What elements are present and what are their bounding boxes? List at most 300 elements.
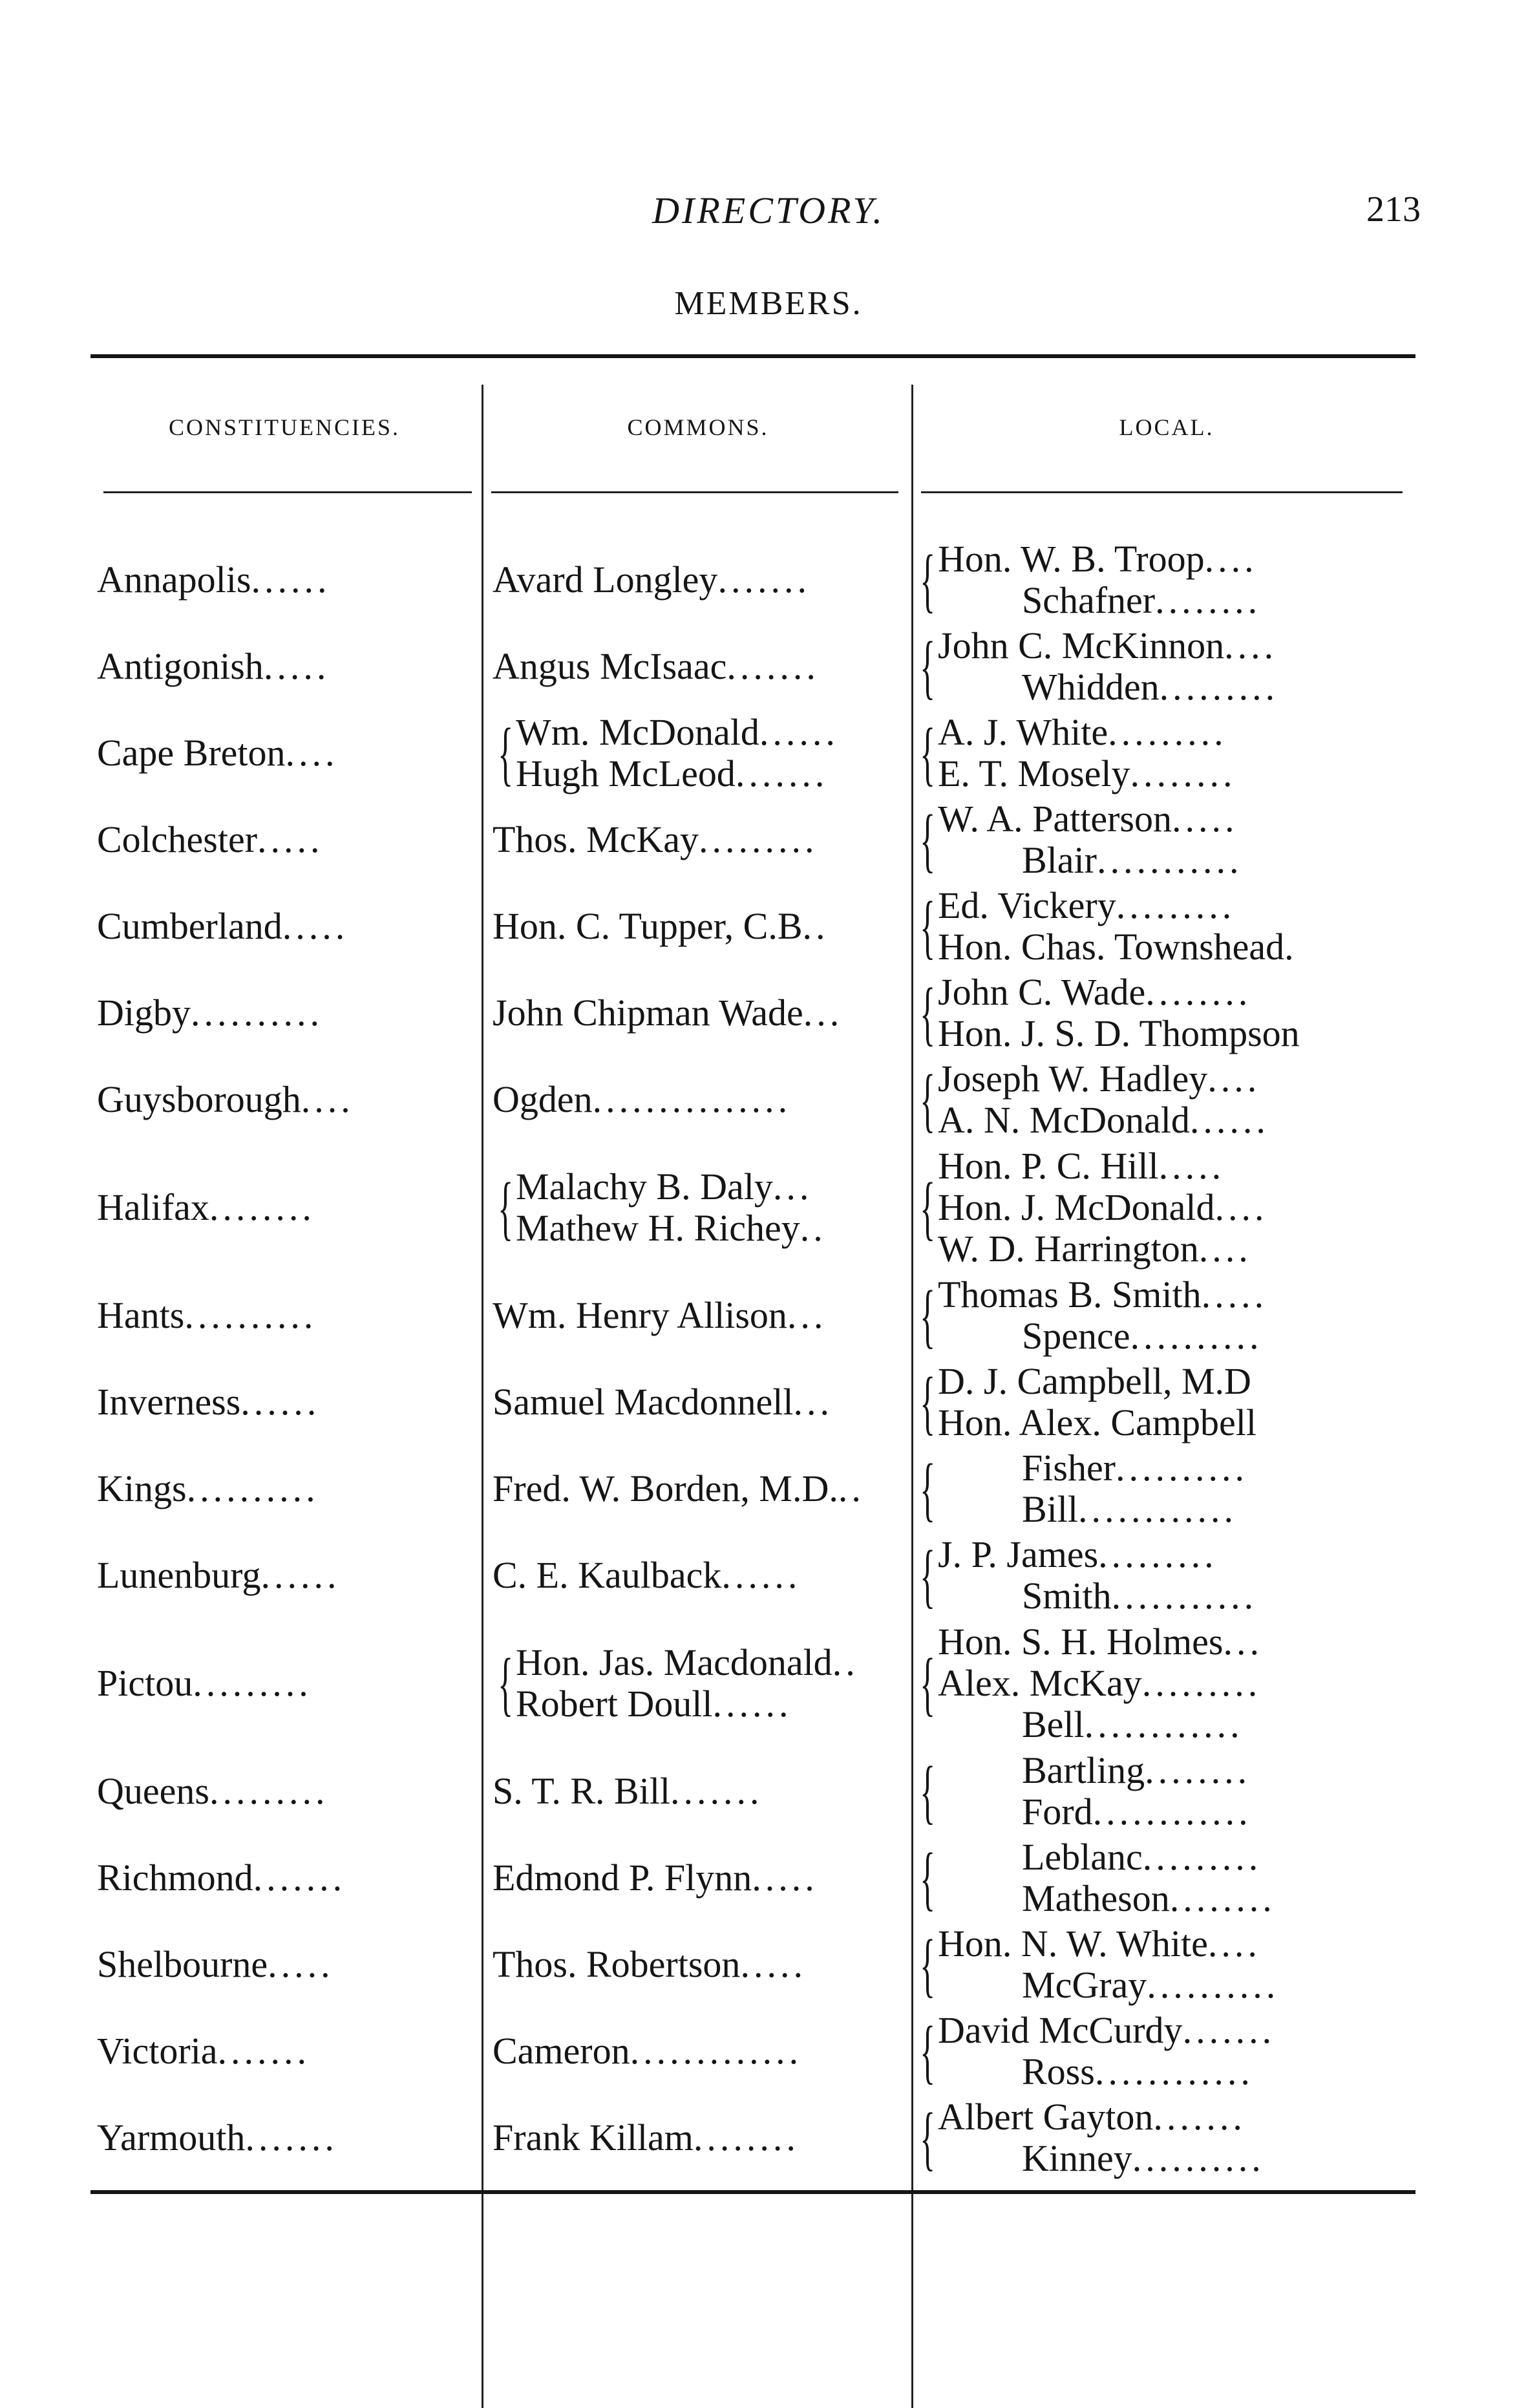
brace-glyph: { (920, 1060, 936, 1139)
local-member: W. A. Patterson (938, 798, 1172, 840)
brace-glyph: { (920, 540, 936, 619)
local-stack (938, 1145, 1268, 1270)
table-row (90, 1272, 1415, 1359)
commons-stack (516, 712, 839, 794)
local-member-line (938, 2010, 1275, 2051)
commons-member: Thos. McKay (493, 818, 699, 860)
local-member-line (938, 1145, 1268, 1187)
top-rule (90, 354, 1415, 358)
local-member: Blair (1022, 839, 1097, 881)
brace-glyph: { (498, 714, 514, 793)
leader-dots: .......... (1147, 1964, 1280, 2006)
local-member: Hon. N. W. White (938, 1923, 1208, 1965)
commons-cell (478, 883, 902, 970)
local-member: Hon. Chas. Townshead. (938, 926, 1294, 968)
leader-dots: ... (1223, 1621, 1263, 1663)
commons-member-line (516, 1208, 827, 1249)
local-cell (902, 2008, 1415, 2094)
brace-glyph: { (498, 1168, 514, 1247)
leader-dots: ..... (740, 1943, 807, 1985)
local-cell (902, 1359, 1415, 1445)
local-cell (902, 537, 1415, 623)
commons-cell (478, 1143, 902, 1272)
leader-dots: .. (800, 1207, 827, 1249)
commons-cell (478, 710, 902, 796)
leader-dots: ....... (717, 559, 811, 601)
table-row (90, 970, 1415, 1056)
leader-dots: .......... (1130, 1315, 1263, 1357)
local-stack (938, 2096, 1265, 2179)
local-member-line (938, 1704, 1263, 1745)
commons-member: Hon. Jas. Macdonald (516, 1641, 832, 1683)
commons-cell (478, 1445, 902, 1532)
leader-dots: ........ (1155, 579, 1262, 621)
constituency-name: Pictou (97, 1662, 193, 1704)
commons-member-line (516, 1683, 859, 1725)
table-row (90, 1619, 1415, 1748)
local-member: Hon. Alex. Campbell (938, 1401, 1256, 1444)
local-member: John C. Wade (938, 971, 1146, 1013)
local-member-line (938, 1187, 1268, 1228)
constituency-name: Victoria (97, 2030, 218, 2072)
table-row (90, 623, 1415, 710)
leader-dots: ....... (253, 1857, 346, 1899)
commons-cell (478, 1921, 902, 2008)
commons-cell (478, 1272, 902, 1359)
leader-dots: .......... (184, 1294, 317, 1336)
constituency-name: Richmond (97, 1857, 253, 1899)
local-member: Bartling (1022, 1749, 1145, 1791)
local-member: Hon. P. C. Hill (938, 1145, 1159, 1187)
leader-dots: ............ (1084, 1703, 1244, 1745)
page-header (0, 0, 1537, 440)
local-member-line (938, 538, 1261, 580)
leader-dots: .......... (1132, 2137, 1265, 2179)
header-underline (491, 491, 898, 493)
leader-dots: ...... (240, 1381, 321, 1423)
commons-cell (478, 1056, 902, 1143)
leader-dots: ........ (1130, 752, 1236, 794)
brace-glyph: { (920, 1449, 936, 1528)
local-cell (902, 796, 1415, 883)
local-member-line (938, 580, 1261, 621)
commons-member: Fred. W. Borden, M.D. (493, 1467, 838, 1509)
brace-glyph: { (920, 2012, 936, 2091)
local-cell (902, 883, 1415, 970)
local-stack (938, 1923, 1279, 2006)
constituency-name: Cape Breton (97, 732, 286, 774)
constituency-name: Shelbourne (97, 1943, 268, 1985)
constituency-cell (90, 2008, 478, 2094)
brace-glyph: { (920, 974, 936, 1052)
leader-dots: .......... (191, 992, 323, 1034)
leader-dots: ....... (1182, 2009, 1276, 2051)
leader-dots: ......... (1159, 666, 1279, 708)
local-stack (938, 1837, 1276, 1919)
local-member-line (938, 1013, 1300, 1054)
leader-dots: ....... (217, 2030, 311, 2072)
local-member: D. J. Campbell, M.D (938, 1360, 1251, 1402)
leader-dots: .......... (186, 1467, 319, 1509)
commons-member: S. T. R. Bill (493, 1770, 671, 1812)
local-member: Alex. McKay (938, 1662, 1142, 1704)
constituency-cell (90, 970, 478, 1056)
local-member-line (938, 885, 1294, 926)
commons-stack (516, 1166, 827, 1249)
local-member-line (938, 1361, 1256, 1402)
local-member-line (938, 1316, 1267, 1357)
bottom-rule (90, 2190, 1415, 2194)
constituency-name: Lunenburg (97, 1554, 261, 1596)
commons-member: Wm. Henry Allison (493, 1294, 787, 1336)
column-header-local: LOCAL. (1119, 414, 1214, 440)
local-member: J. P. James (938, 1533, 1099, 1575)
commons-cell (478, 1359, 902, 1445)
local-member: Bell (1022, 1703, 1085, 1745)
brace-glyph: { (920, 1276, 936, 1355)
local-member-line (938, 1663, 1263, 1704)
leader-dots: ............... (592, 1078, 792, 1120)
constituency-cell (90, 623, 478, 710)
table-row (90, 1359, 1415, 1445)
local-member: Spence (1022, 1315, 1130, 1357)
leader-dots: ......... (1116, 884, 1236, 926)
local-member-line (938, 798, 1242, 840)
commons-cell (478, 1619, 902, 1748)
local-member: A. J. White (938, 711, 1108, 753)
leader-dots: ..... (1171, 798, 1238, 840)
local-stack (938, 1447, 1248, 1530)
leader-dots: .. (832, 1641, 859, 1683)
local-member-line (938, 2096, 1265, 2138)
constituency-name: Yarmouth (97, 2116, 246, 2158)
local-member: Hon. W. B. Troop (938, 538, 1205, 580)
local-cell (902, 623, 1415, 710)
brace-glyph: { (920, 1168, 936, 1247)
leader-dots: ........ (1145, 971, 1252, 1013)
commons-cell (478, 2094, 902, 2181)
local-cell (902, 1445, 1415, 1532)
leader-dots: ... (772, 1166, 813, 1208)
leader-dots: ......... (193, 1662, 312, 1704)
brace-glyph: { (920, 887, 936, 966)
local-member-line (938, 1534, 1257, 1575)
leader-dots: ...... (251, 559, 331, 601)
leader-dots: ..... (752, 1857, 818, 1899)
leader-dots: ......... (1142, 1836, 1262, 1878)
local-member-line (938, 666, 1278, 708)
local-stack (938, 1058, 1269, 1141)
leader-dots: ..... (263, 645, 330, 687)
local-member-line (938, 712, 1236, 753)
commons-member: Edmond P. Flynn (493, 1857, 752, 1899)
local-member-line (938, 753, 1236, 794)
table-row (90, 1056, 1415, 1143)
commons-member: Ogden (493, 1078, 593, 1120)
local-cell (902, 1056, 1415, 1143)
leader-dots: ......... (1108, 711, 1227, 753)
leader-dots: ...... (712, 1683, 792, 1725)
leader-dots: ........... (1096, 839, 1243, 881)
local-cell (902, 1835, 1415, 1921)
commons-member-line (516, 712, 839, 753)
members-table (90, 537, 1415, 2181)
local-stack (938, 1361, 1256, 1444)
constituency-cell (90, 1835, 478, 1921)
brace-glyph: { (920, 714, 936, 793)
local-member: Kinney (1022, 2137, 1132, 2179)
constituency-cell (90, 1143, 478, 1272)
constituency-name: Digby (97, 992, 191, 1034)
local-stack (938, 1534, 1257, 1617)
commons-member: Robert Doull (516, 1683, 713, 1725)
local-member: Albert Gayton (938, 2096, 1154, 2138)
leader-dots: ....... (245, 2116, 338, 2158)
commons-cell (478, 623, 902, 710)
brace-glyph: { (920, 1536, 936, 1615)
leader-dots: ............ (1092, 1791, 1252, 1833)
table-row (90, 537, 1415, 623)
commons-cell (478, 1532, 902, 1619)
local-member-line (938, 625, 1278, 666)
leader-dots: .... (1204, 538, 1258, 580)
constituency-name: Guysborough (97, 1078, 301, 1120)
local-member-line (938, 1965, 1279, 2006)
constituency-name: Antigonish (97, 645, 264, 687)
leader-dots: ..... (1158, 1145, 1225, 1187)
local-member-line (938, 1837, 1276, 1878)
brace-glyph: { (920, 1363, 936, 1442)
local-member: Hon. S. H. Holmes (938, 1621, 1224, 1663)
leader-dots: ....... (670, 1770, 763, 1812)
leader-dots: .... (285, 732, 339, 774)
local-cell (902, 1921, 1415, 2008)
constituency-cell (90, 1748, 478, 1835)
commons-member: Wm. McDonald (516, 711, 759, 753)
leader-dots: ...... (759, 711, 839, 753)
leader-dots: ......... (1098, 1533, 1218, 1575)
table-row (90, 1835, 1415, 1921)
leader-dots: ........ (1145, 1749, 1251, 1791)
local-member-line (938, 1100, 1269, 1141)
brace-glyph: { (920, 1752, 936, 1831)
local-cell (902, 1619, 1415, 1748)
leader-dots: ..... (257, 818, 324, 860)
table-row (90, 883, 1415, 970)
local-stack (938, 1621, 1263, 1745)
local-stack (938, 798, 1242, 881)
constituency-name: Colchester (97, 818, 258, 860)
page-number: 213 (1366, 189, 1421, 229)
local-member-line (938, 2051, 1275, 2093)
leader-dots: ... (787, 1294, 827, 1336)
local-member: A. N. McDonald (938, 1099, 1190, 1141)
leader-dots: ....... (726, 645, 820, 687)
constituency-cell (90, 1921, 478, 2008)
constituency-cell (90, 1445, 478, 1532)
local-member: Ford (1022, 1791, 1093, 1833)
commons-member-line (516, 1166, 827, 1208)
constituency-cell (90, 1619, 478, 1748)
leader-dots: .... (1214, 1186, 1268, 1228)
constituency-cell (90, 1056, 478, 1143)
leader-dots: .... (1198, 1228, 1252, 1270)
local-member-line (938, 1621, 1263, 1663)
commons-member: Avard Longley (493, 559, 718, 601)
local-member-line (938, 926, 1294, 968)
constituency-cell (90, 796, 478, 883)
constituency-name: Kings (97, 1467, 187, 1509)
constituency-cell (90, 1272, 478, 1359)
brace-glyph: { (920, 800, 936, 879)
brace-glyph: { (920, 1925, 936, 2004)
commons-cell (478, 537, 902, 623)
local-member-line (938, 2138, 1265, 2179)
leader-dots: ........ (209, 1186, 315, 1228)
commons-member: Samuel Macdonnell (493, 1381, 794, 1423)
local-member: E. T. Mosely (938, 752, 1130, 794)
local-cell (902, 1272, 1415, 1359)
table-row (90, 2094, 1415, 2181)
leader-dots: .... (1207, 1058, 1261, 1100)
local-member: Thomas B. Smith (938, 1273, 1202, 1316)
leader-dots: ............ (1078, 1488, 1238, 1530)
header-underline (103, 491, 472, 493)
leader-dots: ..... (282, 905, 349, 947)
commons-cell (478, 796, 902, 883)
brace-glyph: { (920, 627, 936, 706)
constituency-name: Cumberland (97, 905, 282, 947)
local-member-line (938, 1791, 1252, 1833)
leader-dots: ..... (268, 1943, 334, 1985)
constituency-name: Queens (97, 1770, 209, 1812)
local-member-line (938, 1402, 1256, 1444)
local-cell (902, 1532, 1415, 1619)
table-row (90, 1445, 1415, 1532)
local-member: Fisher (1022, 1447, 1116, 1489)
column-header-constituencies: CONSTITUENCIES. (169, 414, 400, 440)
constituency-cell (90, 1532, 478, 1619)
leader-dots: ............ (1094, 2051, 1254, 2093)
local-member: Hon. J. McDonald (938, 1186, 1215, 1228)
leader-dots: ....... (735, 752, 829, 794)
local-stack (938, 538, 1261, 621)
leader-dots: ........ (1169, 1877, 1276, 1919)
constituency-cell (90, 537, 478, 623)
constituency-name: Annapolis (97, 559, 251, 601)
local-member: Bill (1022, 1488, 1079, 1530)
commons-member: Cameron (493, 2030, 630, 2072)
constituency-name: Inverness (97, 1381, 241, 1423)
commons-member-line (516, 753, 839, 794)
commons-cell (478, 970, 902, 1056)
leader-dots: ...... (721, 1554, 801, 1596)
local-member-line (938, 1750, 1252, 1791)
running-head: DIRECTORY. (652, 189, 885, 231)
brace-glyph: { (920, 2098, 936, 2177)
commons-member: Malachy B. Daly (516, 1166, 773, 1208)
local-cell (902, 1143, 1415, 1272)
local-member: Joseph W. Hadley (938, 1058, 1208, 1100)
leader-dots: .......... (1116, 1447, 1248, 1489)
constituency-cell (90, 710, 478, 796)
local-member-line (938, 1058, 1269, 1100)
local-member: Whidden (1022, 666, 1160, 708)
leader-dots: ......... (209, 1770, 329, 1812)
local-member-line (938, 1228, 1268, 1270)
local-member-line (938, 1878, 1276, 1919)
commons-member: Mathew H. Richey (516, 1207, 800, 1249)
local-member: Smith (1022, 1575, 1112, 1617)
leader-dots: ..... (1201, 1273, 1268, 1316)
local-stack (938, 885, 1294, 968)
constituency-name: Hants (97, 1294, 185, 1336)
leader-dots: ....... (1153, 2096, 1246, 2138)
local-stack (938, 972, 1300, 1054)
local-cell (902, 2094, 1415, 2181)
local-member: W. D. Harrington (938, 1228, 1199, 1270)
local-stack (938, 1274, 1267, 1357)
leader-dots: ........ (693, 2116, 800, 2158)
local-member: Ed. Vickery (938, 884, 1116, 926)
brace-glyph: { (920, 1644, 936, 1723)
brace-glyph: { (498, 1644, 514, 1723)
local-cell (902, 710, 1415, 796)
local-cell (902, 1748, 1415, 1835)
local-member: Leblanc (1022, 1836, 1143, 1878)
table-row (90, 1921, 1415, 2008)
local-stack (938, 625, 1278, 708)
commons-member: Hugh McLeod (516, 752, 736, 794)
leader-dots: ............. (630, 2030, 803, 2072)
table-row (90, 796, 1415, 883)
leader-dots: .. (838, 1467, 865, 1509)
leader-dots: ........... (1111, 1575, 1258, 1617)
commons-cell (478, 2008, 902, 2094)
commons-member: John Chipman Wade (493, 992, 803, 1034)
commons-cell (478, 1835, 902, 1921)
local-cell (902, 970, 1415, 1056)
table-row (90, 1143, 1415, 1272)
local-member-line (938, 1447, 1248, 1489)
local-member-line (938, 1923, 1279, 1965)
constituency-cell (90, 1359, 478, 1445)
leader-dots: ...... (1189, 1099, 1269, 1141)
leader-dots: .. (802, 905, 829, 947)
commons-member: C. E. Kaulback (493, 1554, 722, 1596)
leader-dots: ......... (698, 818, 818, 860)
leader-dots: ... (803, 992, 843, 1034)
local-member: Ross (1022, 2051, 1095, 2093)
leader-dots: .... (1207, 1923, 1261, 1965)
local-member-line (938, 972, 1300, 1013)
brace-glyph: { (920, 1838, 936, 1917)
header-underline (921, 491, 1403, 493)
constituency-name: Halifax (97, 1186, 209, 1228)
commons-member: Thos. Robertson (493, 1943, 741, 1985)
table-row (90, 1748, 1415, 1835)
commons-member-line (516, 1642, 859, 1683)
local-member-line (938, 1274, 1267, 1316)
leader-dots: ......... (1141, 1662, 1262, 1704)
table-row (90, 2008, 1415, 2094)
leader-dots: ...... (260, 1554, 341, 1596)
constituency-cell (90, 883, 478, 970)
leader-dots: .... (301, 1078, 354, 1120)
local-member: McGray (1022, 1964, 1147, 2006)
local-stack (938, 2010, 1275, 2093)
commons-stack (516, 1642, 859, 1725)
